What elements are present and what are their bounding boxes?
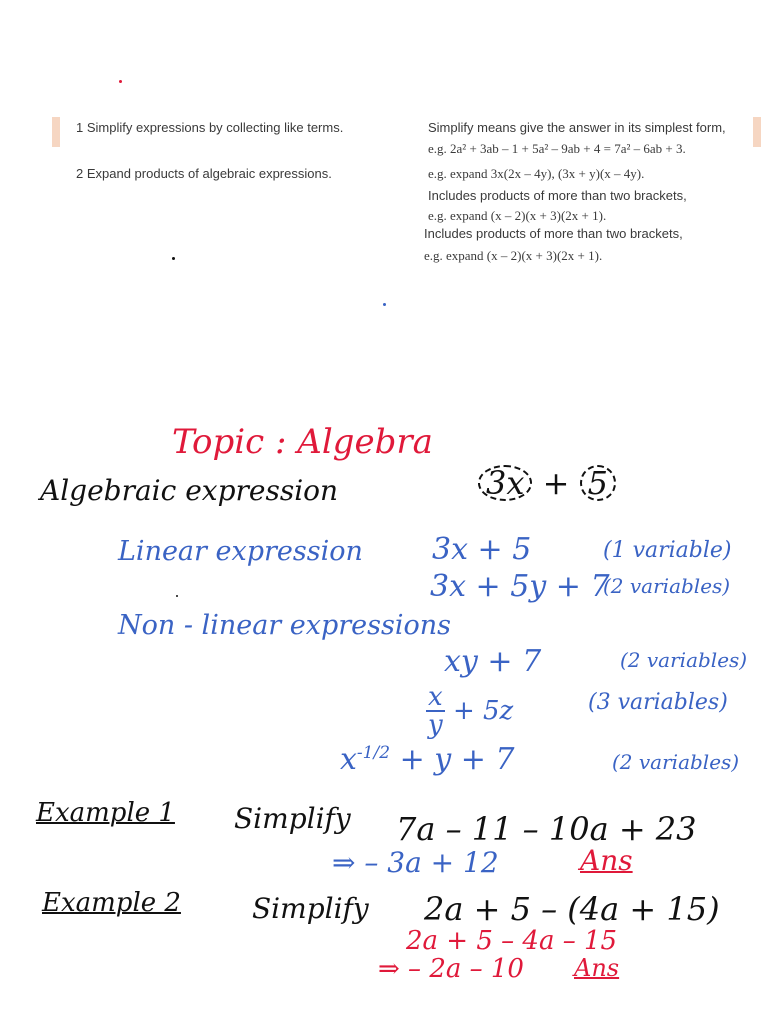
circled-expression [478, 464, 616, 502]
description-line-4: Includes products of more than two brackets, [428, 188, 687, 203]
nonlinear-example-2-note: (3 variables) [588, 690, 728, 715]
fraction-numerator: x [428, 682, 443, 712]
nonlinear-expression-label: Non - linear expressions [118, 610, 452, 641]
margin-bar-left [52, 117, 60, 147]
algebraic-expression-label: Algebraic expression [40, 474, 339, 507]
description-line-6: Includes products of more than two brackets, [424, 226, 683, 241]
plus-sign: + [542, 464, 570, 502]
fraction-denominator: y [427, 710, 443, 740]
description-line-2: e.g. 2a² + 3ab – 1 + 5a² – 9ab + 4 = 7a² – 6ab + 3. [428, 141, 686, 156]
nonlinear-example-3-rest: + y + 7 [399, 742, 515, 777]
linear-example-2-note: (2 variables) [603, 574, 731, 598]
nonlinear-example-3 [340, 742, 515, 777]
example-1-expression: 7a – 11 – 10a + 23 [396, 810, 697, 848]
example-1-result: ⇒ – 3a + 12 [332, 846, 499, 879]
example-2-expression: 2a + 5 – (4a + 15) [424, 890, 720, 928]
example-1-verb: Simplify [234, 802, 351, 835]
example-2-verb: Simplify [252, 892, 369, 925]
example-2-label: Example 2 [42, 888, 181, 918]
nonlinear-example-2-rest: + 5z [452, 696, 514, 726]
nonlinear-example-2 [426, 684, 513, 738]
description-line-3: e.g. expand 3x(2x – 4y), (3x + y)(x – 4y). [428, 166, 645, 181]
nonlinear-example-3-note: (2 variables) [612, 750, 740, 774]
example-1-label: Example 1 [36, 798, 175, 828]
example-2-answer-label: Ans [574, 954, 620, 982]
circled-term-3x: 3x [478, 465, 532, 501]
stray-black-dot [172, 257, 175, 260]
power-base: x [340, 742, 357, 777]
nonlinear-example-1: xy + 7 [444, 644, 542, 679]
linear-example-2: 3x + 5y + 7 [430, 569, 610, 604]
stray-black-dot-2 [176, 595, 178, 597]
example-2-result: ⇒ – 2a – 10 [378, 954, 524, 984]
margin-bar-right [753, 117, 761, 147]
stray-red-dot [119, 80, 122, 83]
objective-2: 2 Expand products of algebraic expressions. [76, 166, 332, 181]
linear-example-1: 3x + 5 [432, 532, 532, 567]
description-line-1: Simplify means give the answer in its simplest form, [428, 120, 726, 135]
power-exponent: -1/2 [356, 743, 391, 763]
linear-example-1-note: (1 variable) [603, 538, 732, 563]
stray-blue-dot [383, 303, 386, 306]
description-line-7: e.g. expand (x – 2)(x + 3)(2x + 1). [424, 248, 603, 263]
objective-1: 1 Simplify expressions by collecting like terms. [76, 120, 344, 135]
topic-heading: Topic : Algebra [172, 422, 433, 462]
example-2-step: 2a + 5 – 4a – 15 [406, 926, 618, 956]
linear-expression-label: Linear expression [118, 536, 363, 567]
nonlinear-example-1-note: (2 variables) [620, 648, 748, 672]
description-line-5: e.g. expand (x – 2)(x + 3)(2x + 1). [428, 208, 607, 223]
example-1-answer-label: Ans [580, 844, 633, 877]
circled-term-5: 5 [580, 465, 616, 501]
